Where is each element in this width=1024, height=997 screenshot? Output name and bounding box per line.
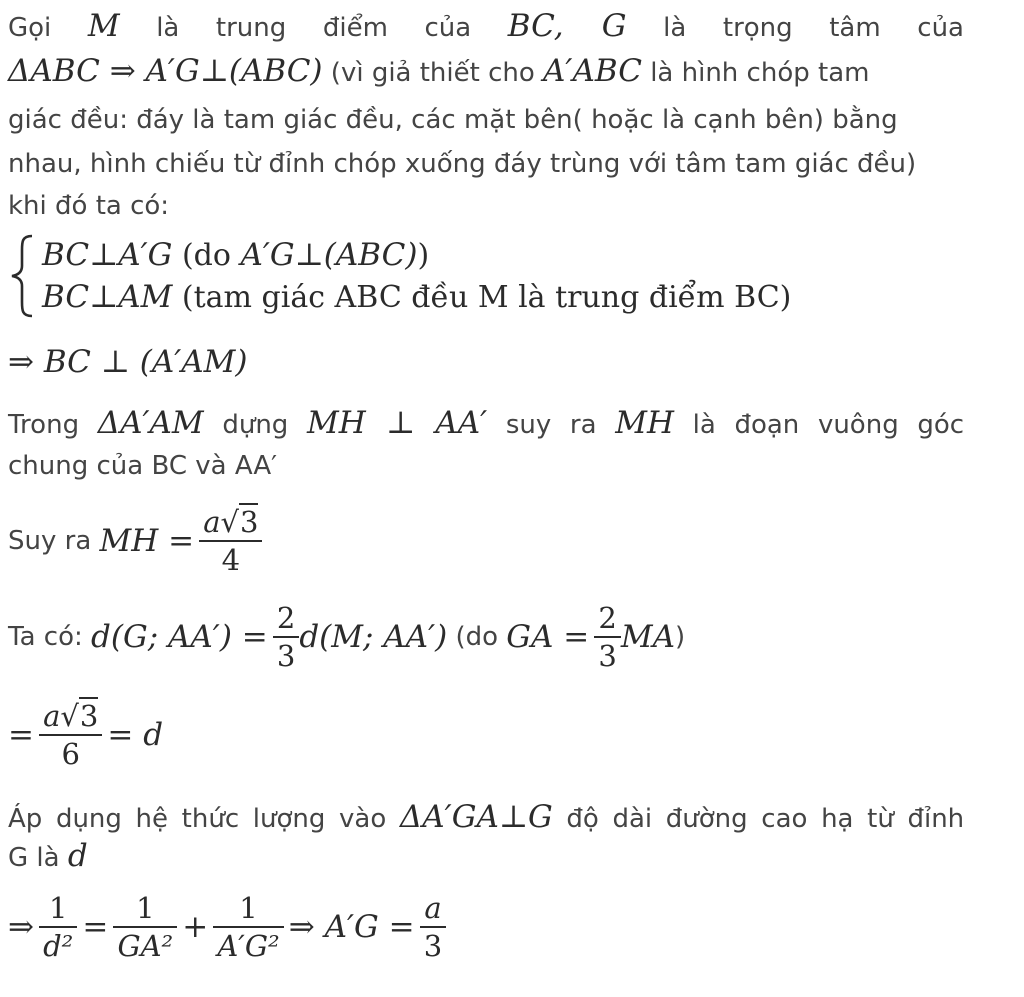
numerator: 1: [136, 891, 155, 925]
word: Gọi: [8, 13, 52, 43]
system-row-2: [42, 276, 964, 323]
math-d: d: [67, 838, 88, 874]
math-MH: MH: [615, 405, 674, 441]
word: hệ: [135, 804, 169, 834]
fraction-2-over-3: [273, 600, 299, 674]
text: ): [417, 238, 430, 273]
math-mh-perp: MH ⊥ AA′: [306, 405, 488, 441]
word: là: [692, 410, 716, 440]
word: từ: [867, 804, 894, 834]
numerator: 2: [276, 601, 296, 635]
relation-paragraph: [8, 796, 964, 880]
word: trung: [215, 13, 287, 43]
construction-line-2: chung của BC và AA′: [8, 451, 278, 481]
word: dụng: [55, 804, 122, 834]
perpendicular-system: [8, 234, 964, 324]
text: G là: [8, 843, 68, 873]
text: là hình chóp tam: [641, 58, 870, 88]
word: vào: [339, 804, 387, 834]
numerator: 1: [48, 891, 68, 925]
denominator: 6: [61, 737, 80, 771]
radicand: 3: [240, 505, 259, 539]
math-row2: BC⊥AM: [42, 279, 173, 315]
word: lượng: [252, 804, 326, 834]
word: dài: [612, 804, 653, 834]
math-right-triangle: ΔA′GA⊥G: [399, 799, 553, 835]
word: vuông: [817, 410, 899, 440]
numerator: 1: [239, 891, 258, 925]
denominator: 3: [276, 639, 296, 673]
word: suy: [505, 410, 552, 440]
equals-sign: =: [82, 909, 109, 945]
numerator: [199, 504, 262, 540]
math-ma: MA: [620, 619, 675, 655]
system-row-1: [42, 234, 964, 281]
word: đỉnh: [907, 804, 965, 834]
math-distance-m: d(M; AA′): [299, 619, 448, 655]
intro-line-3: giác đều: đáy là tam giác đều, các mặt bên( hoặc là cạnh bên) bằng: [8, 105, 898, 135]
denominator: 3: [598, 639, 617, 673]
word: hạ: [821, 804, 854, 834]
math-pyramid: A′ABC: [543, 53, 642, 89]
intro-line-4: nhau, hình chiếu từ đỉnh chóp xuống đáy trùng với tâm tam giác đều): [8, 149, 917, 179]
word: góc: [917, 410, 965, 440]
math-ag-result: ⇒ A′G =: [288, 909, 415, 945]
left-brace-icon: [8, 234, 38, 318]
text: (do: [172, 238, 241, 273]
numerator: [39, 698, 102, 734]
denominator: 3: [423, 929, 443, 963]
denominator: 4: [221, 543, 241, 577]
fraction-1-over-ag2: [213, 890, 283, 964]
numerator: 2: [598, 601, 617, 635]
relation-line-1: [8, 796, 964, 840]
distance-value-equation: [8, 698, 964, 782]
word: tâm: [829, 13, 881, 43]
text: Suy ra: [8, 526, 100, 556]
fraction-2-over-3-b: [594, 600, 620, 674]
construction-paragraph: [8, 402, 964, 492]
text: (tam giác ABC đều M là trung điểm BC): [172, 280, 792, 315]
math-M: M: [87, 8, 120, 44]
var-a: a: [203, 505, 221, 539]
intro-paragraph: [8, 6, 964, 221]
word: của: [917, 13, 964, 43]
text: (vì giả thiết cho: [322, 58, 544, 88]
fraction-a-over-3: [420, 890, 446, 964]
word: trọng: [722, 13, 793, 43]
word: cao: [761, 804, 808, 834]
math-perp-statement: ΔABC ⇒ A′G⊥(ABC): [8, 53, 323, 89]
relation-line-2: [8, 836, 964, 878]
fraction-a-root3-over-4: [199, 504, 262, 578]
word: Trong: [8, 410, 80, 440]
sqrt-icon: √: [60, 699, 79, 733]
word: dựng: [222, 410, 289, 440]
math-distance-g: d(G; AA′) =: [91, 619, 268, 655]
word: Áp: [8, 804, 43, 834]
text: (do: [447, 622, 507, 652]
denominator: d²: [43, 929, 74, 963]
conclusion-bc-perp-plane: ⇒ BC ⊥ (A′AM): [8, 344, 248, 380]
fraction-1-over-d2: [39, 890, 77, 964]
equals-sign: =: [8, 717, 34, 753]
math-row1: BC⊥A′G: [42, 237, 173, 273]
word: độ: [566, 804, 599, 834]
math-triangle: ΔA′AM: [97, 405, 204, 441]
denominator: A′G²: [217, 929, 280, 963]
math-ga: GA =: [506, 619, 590, 655]
fraction-a-root3-over-6: [39, 698, 102, 772]
text: Ta có:: [8, 622, 92, 652]
word: đoạn: [734, 410, 800, 440]
plus-sign: +: [182, 909, 209, 945]
implies-sign: ⇒: [8, 909, 34, 945]
math-mh-lhs: MH =: [99, 523, 195, 559]
word: là: [156, 13, 180, 43]
word: ra: [569, 410, 597, 440]
word: của: [424, 13, 472, 43]
construction-line-1: [8, 402, 964, 446]
intro-line-1: [8, 6, 964, 48]
fraction-1-over-ga2: [113, 890, 177, 964]
word: đường: [665, 804, 748, 834]
word: điểm: [322, 13, 388, 43]
numerator: a: [424, 891, 442, 925]
word: là: [663, 13, 687, 43]
math-BC-G: BC, G: [507, 8, 627, 44]
distance-ratio-equation: [8, 600, 964, 680]
word: thức: [181, 804, 240, 834]
radicand: 3: [79, 699, 99, 733]
intro-line-2: [8, 51, 964, 93]
intro-line-5: khi đó ta có:: [8, 191, 170, 221]
mh-equation: [8, 504, 964, 588]
text: ): [674, 622, 686, 652]
math-equals-d: = d: [107, 717, 164, 753]
sqrt-icon: √: [220, 505, 240, 539]
final-equation: [8, 890, 964, 986]
math-row1-reason: A′G⊥(ABC): [240, 237, 418, 273]
var-a: a: [43, 699, 61, 733]
denominator: GA²: [117, 929, 174, 963]
